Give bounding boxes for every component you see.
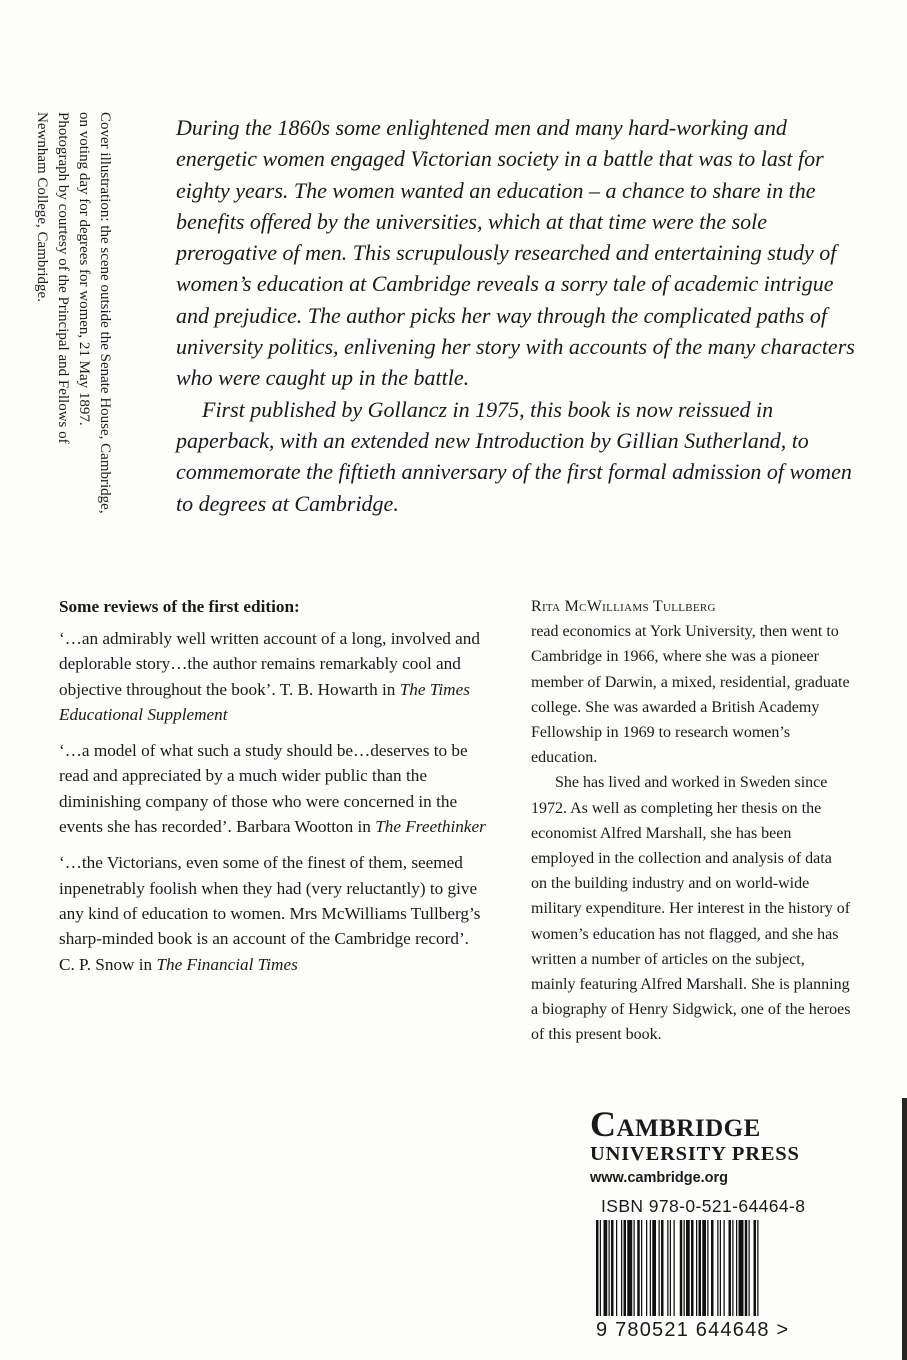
barcode-bar [696,1220,697,1316]
review-quote: ‘…an admirably well written account of a long, involved and deplorable story…the author remains remarkably cool and objective throughout the book’. [59,629,480,699]
barcode-bar [634,1220,635,1316]
barcode-bar [627,1220,632,1316]
barcode-bar [736,1220,737,1316]
barcode-bar [732,1220,733,1316]
barcode-bar [711,1220,714,1316]
barcode-digits: 9 780521 644648 > [596,1319,790,1341]
author-bio-paragraph-2: She has lived and worked in Sweden since 1972. As well as completing her thesis on the economist Alfred Marshall, she has been employed in the collection and analysis of data on the building industry and on world-wide military expenditure. Her interest in the history of women’s education has not flagged, and she has written a number of articles on the subject, mainly featuring Alfred Marshall. She is planning a biography of Henry Sidgwick, one of the heroes of this present book. [531,774,851,1044]
reviews-heading: Some reviews of the first edition: [59,597,300,616]
barcode-bar [652,1220,656,1316]
review-quote: ‘…the Victorians, even some of the finest of them, seemed inpenetrably foolish when they had (very reluctantly) to give any kind of education to women. Mrs McWilliams Tullberg’s sharp-minded book is an account of the Cambridge record’. [59,853,481,949]
blurb [176,112,856,519]
barcode-bar [641,1220,642,1316]
barcode-bar [691,1220,694,1316]
review-publication: The Times Educational Supplement [59,679,470,724]
author-bio-paragraph-1: read economics at York University, then went to Cambridge in 1966, where she was a pioneer member of Darwin, a mixed, residential, graduate college. She was awarded a British Academy Fellowship in 1969 to research women’s education. [531,623,850,767]
barcode-bar [604,1220,608,1316]
barcode-bar [745,1220,748,1316]
barcode-bar [650,1220,651,1316]
review-attribution: Barbara Wootton in [236,817,371,837]
barcode-bar [646,1220,647,1316]
barcode-bar [659,1220,660,1316]
barcode-bar [754,1220,757,1316]
barcode-bar [670,1220,671,1316]
barcode-bar [702,1220,706,1316]
cover-credit-line: Cover illustration: the scene outside the Senate House, Cambridge, [97,112,113,514]
barcode-icon [590,1220,828,1318]
publisher-name: Cambridge [590,1104,761,1144]
barcode-bar [739,1220,744,1316]
author-bio [531,594,851,1048]
isbn-label: ISBN 978-0-521-64464-8 [601,1196,806,1216]
barcode-bar [720,1220,721,1316]
reviews-section [59,594,489,988]
cover-credit-line: Newnham College, Cambridge. [34,112,50,302]
barcode-bar [686,1220,690,1316]
review-item [59,626,489,727]
publisher-url: www.cambridge.org [590,1170,729,1186]
barcode-bar [600,1220,601,1316]
barcode-bar [684,1220,685,1316]
barcode-bar [717,1220,718,1316]
publisher-logo [590,1106,830,1190]
review-publication: The Freethinker [375,817,486,837]
edge-shadow [902,1098,907,1360]
review-publication: The Financial Times [156,954,298,974]
barcode-bar [609,1220,610,1316]
author-name: Rita McWilliams Tullberg [531,598,716,615]
cover-credit [31,112,115,532]
review-quote: ‘…a model of what such a study should be…deserves to be read and appreciated by a much wider public than the diminishing company of those who were concerned in the events she has recorded’. [59,741,468,837]
barcode-bar [757,1220,758,1316]
barcode-bar [707,1220,708,1316]
barcode-bar [596,1220,599,1316]
barcode-bar [680,1220,683,1316]
barcode-bar [637,1220,640,1316]
review-attribution: C. P. Snow in [59,954,153,974]
barcode-bar [661,1220,664,1316]
review-item [59,850,489,976]
barcode-bar [749,1220,750,1316]
barcode-bar [621,1220,622,1316]
barcode-bar [674,1220,675,1316]
review-attribution: T. B. Howarth in [279,679,396,699]
barcode-bar [611,1220,614,1316]
barcode-bar [729,1220,732,1316]
publisher-subtitle: UNIVERSITY PRESS [590,1143,800,1165]
review-item [59,738,489,839]
barcode-bar [699,1220,702,1316]
cover-credit-line: on voting day for degrees for women, 21 May 1897. [76,112,92,426]
cover-credit-line: Photograph by courtesy of the Principal and Fellows of [55,112,71,444]
blurb-paragraph-2: First published by Gollancz in 1975, this book is now reissued in paperback, with an extended new Introduction by Gillian Sutherland, to commemorate the fiftieth anniversary of the first formal admission of women to degrees at Cambridge. [176,396,852,516]
barcode-bar [616,1220,617,1316]
barcode-bar [624,1220,627,1316]
barcode-bar [724,1220,725,1316]
blurb-paragraph-1: During the 1860s some enlightened men and many hard-working and energetic women engaged Victorian society in a battle that was to last for eighty years. The women wanted an education – a chance to share in the benefits offered by the universities, which at that time were the sole prerogative of men. This scrupulously researched and entertaining study of women’s education at Cambridge reveals a sorry tale of academic intrigue and prejudice. The author picks her way through the complicated paths of university politics, enlivening her story with accounts of the many characters who were caught up in the battle. [176,115,855,391]
barcode-bar [667,1220,668,1316]
